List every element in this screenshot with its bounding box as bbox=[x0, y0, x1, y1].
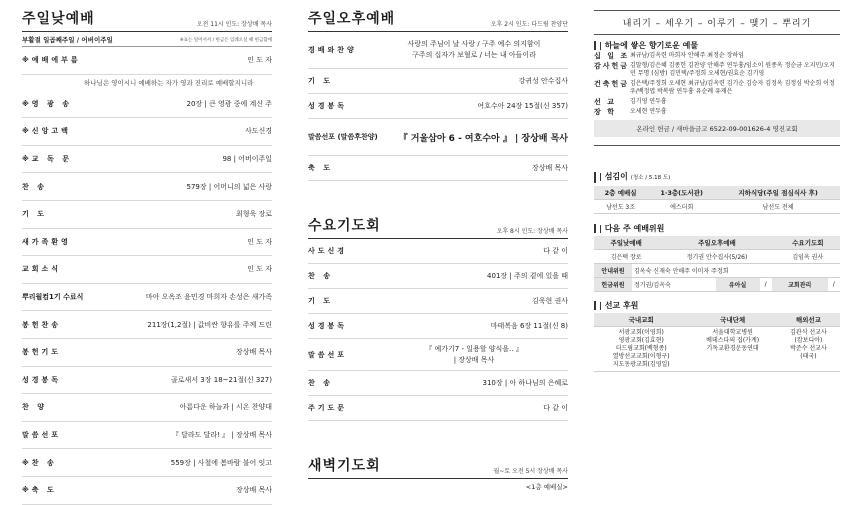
afternoon-row bbox=[308, 119, 568, 156]
wednesday-value: 김욱현 권사 bbox=[531, 297, 568, 305]
wednesday-row bbox=[308, 264, 568, 289]
morning-label: ※영 광 송 bbox=[22, 99, 72, 108]
morning-label: 기 도 bbox=[22, 210, 47, 219]
table-row bbox=[594, 327, 840, 372]
afternoon-row bbox=[308, 94, 568, 119]
wednesday-header bbox=[308, 215, 568, 239]
table-row bbox=[594, 278, 840, 292]
morning-value: 마아 오옥조 윤민경 마희자 손성은 새가족 bbox=[145, 293, 272, 302]
table-row bbox=[594, 200, 840, 214]
offering-names: 김은택/주정희 오세현 최규남/김옥련 김기순 김승자 김정옥 김정심 박순희 이정우/백정엽 박복람 연두흉 유순례 유재은 bbox=[630, 80, 835, 95]
next-head-2: 주일오후예배 bbox=[658, 236, 775, 250]
wednesday-value: 다 같 이 bbox=[543, 404, 568, 412]
morning-value: 최형욱 장로 bbox=[235, 210, 272, 219]
offering-value: 정기권/김옥숙 bbox=[632, 278, 716, 292]
morning-row bbox=[22, 449, 272, 477]
servers-cell-3: 남선도 전체 bbox=[716, 200, 840, 214]
afternoon-label: 축 도 bbox=[308, 164, 333, 172]
morning-label: ※교 독 문 bbox=[22, 155, 72, 164]
mission-table bbox=[594, 313, 840, 372]
morning-value: 인 도 자 bbox=[247, 56, 272, 65]
dawn-title: 새벽기도회 bbox=[308, 458, 381, 474]
morning-label: 봉헌찬송 bbox=[22, 320, 62, 329]
morning-sub-left: 부활절 일곱째주일 / 어버이주일 bbox=[22, 36, 113, 44]
servers-title bbox=[594, 172, 840, 183]
table-row bbox=[594, 313, 840, 327]
morning-row bbox=[22, 118, 272, 146]
offering-names: 김기영 연두흉 bbox=[630, 98, 667, 105]
divider bbox=[594, 145, 840, 146]
mission-domestic-orgs: 서울대학교병원 베데스다의 집(가계) 기독교환경운동연대 bbox=[688, 327, 776, 372]
wednesday-label: 사도신경 bbox=[308, 247, 348, 255]
morning-label: 찬 송 bbox=[22, 182, 47, 191]
wednesday-label: 성경봉독 bbox=[308, 322, 348, 330]
servers-cell-2: 에스더회 bbox=[647, 200, 716, 214]
morning-value: 골로새서 3장 18~21절(신 327) bbox=[171, 375, 272, 384]
offerings-list bbox=[594, 52, 840, 116]
mission-head-3: 해외선교 bbox=[777, 313, 840, 327]
afternoon-value: 여호수아 24장 15절(신 357) bbox=[477, 102, 568, 110]
servers-title-text: | 섬김이 bbox=[599, 172, 628, 181]
offering-row bbox=[594, 62, 840, 78]
morning-row bbox=[22, 311, 272, 339]
offering-names: 김말형/김은혜 김종헌 김찬양 안해주 연두흉/임소이 원종옥 정순금 오지민/오지민 무명 (심방) 김민택/주정희 오세현/권효순 김기영 bbox=[630, 62, 835, 77]
table-row bbox=[594, 250, 840, 264]
morning-subline bbox=[22, 32, 272, 47]
morning-label: 봉헌기도 bbox=[22, 348, 62, 357]
morning-service-column bbox=[0, 0, 282, 495]
afternoon-value: 『 거울삼아 6 - 여호수아 』 | 장상배 목사 bbox=[398, 133, 568, 144]
morning-label: 찬 양 bbox=[22, 403, 47, 412]
afternoon-label: 경배와찬양 bbox=[308, 46, 357, 54]
morning-label: 말씀선포 bbox=[22, 431, 62, 440]
offering-label: 헌금위원 bbox=[594, 278, 632, 292]
morning-value: 211장(1,2절) | 값비싼 향유를 주께 드린 bbox=[147, 320, 272, 329]
morning-value: 사도신경 bbox=[244, 127, 272, 136]
manage-label: 교회관리 bbox=[772, 278, 828, 292]
offering-type: 감사헌금 bbox=[594, 62, 630, 70]
wednesday-row bbox=[308, 314, 568, 339]
morning-value: 20장 | 큰 영광 중에 계신 주 bbox=[186, 99, 272, 108]
wednesday-label: 말씀선포 bbox=[308, 350, 348, 359]
offering-row bbox=[594, 52, 840, 60]
wednesday-row bbox=[308, 239, 568, 264]
afternoon-value: 장상배 목사 bbox=[531, 164, 568, 172]
wednesday-row bbox=[308, 289, 568, 314]
morning-value: 559장 | 사철에 봄바람 불어 잇고 bbox=[170, 458, 272, 467]
morning-row bbox=[22, 91, 272, 119]
next-cell-2: 정기권 안수집사(5/26) bbox=[658, 250, 775, 264]
afternoon-row bbox=[308, 32, 568, 69]
afternoon-title: 주일오후예배 bbox=[308, 11, 396, 27]
wednesday-label: 찬 송 bbox=[308, 379, 333, 387]
next-head-3: 수요기도회 bbox=[776, 236, 840, 250]
offering-type: 선 교 bbox=[594, 98, 616, 106]
morning-value: 98 | 어버이주일 bbox=[222, 155, 272, 164]
afternoon-label: 성경봉독 bbox=[308, 102, 348, 110]
next-week-table bbox=[594, 236, 840, 264]
wednesday-value: 마태복음 6장 11절(신 8) bbox=[490, 322, 568, 330]
next-cell-3: 김임옥 권사 bbox=[776, 250, 840, 264]
offering-names: 최규남/김옥련 마희자 안해주 최정순 장하임 bbox=[630, 52, 744, 59]
morning-title: 주일낮예배 bbox=[22, 11, 95, 27]
morning-label: ※찬 송 bbox=[22, 458, 57, 467]
morning-value: 『 달라도 달라! 』 | 장상배 목사 bbox=[171, 431, 272, 440]
morning-label: ※신앙고백 bbox=[22, 127, 71, 136]
offering-row bbox=[594, 98, 840, 106]
mission-head-1: 국내교회 bbox=[594, 313, 688, 327]
morning-row bbox=[22, 201, 272, 229]
afternoon-label: 기 도 bbox=[308, 77, 333, 85]
infant-label: 유아실 bbox=[716, 278, 760, 292]
mission-head-2: 국내단체 bbox=[688, 313, 776, 327]
morning-value: 장상배 목사 bbox=[235, 486, 272, 495]
wednesday-label: 주기도문 bbox=[308, 404, 348, 412]
afternoon-row bbox=[308, 156, 568, 181]
offerings-title: | 하늘에 쌓은 향기로운 예물 bbox=[594, 41, 840, 50]
morning-label: 성경봉독 bbox=[22, 375, 62, 384]
morning-row bbox=[22, 339, 272, 367]
morning-value: 인 도 자 bbox=[247, 265, 272, 274]
wednesday-title: 수요기도회 bbox=[308, 218, 381, 234]
wednesday-value: 310장 | 아 하나님의 은혜로 bbox=[482, 379, 568, 387]
morning-sub-right: ※표는 일어서서 / 헌금은 입례오실 때 헌금함에 bbox=[179, 37, 272, 43]
table-row bbox=[594, 236, 840, 250]
next-week-extra-table bbox=[594, 264, 840, 292]
morning-row bbox=[22, 477, 272, 505]
servers-head-3: 지하식당(주일 점심식사 후) bbox=[716, 186, 840, 200]
servers-cell-1: 남선도 3조 bbox=[594, 200, 647, 214]
afternoon-header bbox=[308, 8, 568, 32]
morning-row bbox=[22, 367, 272, 395]
morning-value: 인 도 자 bbox=[247, 237, 272, 246]
morning-row bbox=[22, 173, 272, 201]
morning-row bbox=[22, 47, 272, 75]
online-offering-account: 온라인 헌금 / 새마을금고 6522-09-001626-4 영진교회 bbox=[594, 120, 840, 137]
offering-names: 오세현 연두흉 bbox=[630, 108, 667, 115]
offering-row bbox=[594, 108, 840, 116]
table-row bbox=[594, 186, 840, 200]
middle-column bbox=[298, 0, 574, 491]
wednesday-label: 기 도 bbox=[308, 297, 333, 305]
afternoon-value: 강귀성 안수집사 bbox=[518, 77, 568, 85]
wednesday-value: 401장 | 주의 곁에 있을 때 bbox=[487, 272, 568, 280]
wednesday-row bbox=[308, 396, 568, 421]
morning-label: 새가족환영 bbox=[22, 237, 71, 246]
infant-value: / bbox=[760, 278, 772, 292]
wednesday-value: 다 같 이 bbox=[543, 247, 568, 255]
wednesday-meta: 오후 8시 인도: 장상배 목사 bbox=[496, 228, 568, 235]
guide-value: 김옥숙 신재숙 안해주 이미자 주정희 bbox=[632, 264, 840, 278]
servers-head-2: 1·3층(도서관) bbox=[647, 186, 716, 200]
table-row bbox=[594, 264, 840, 278]
afternoon-label: 말씀선포 (말씀후찬양) bbox=[308, 132, 378, 141]
next-head-1: 주일낮예배 bbox=[594, 236, 658, 250]
morning-note: 하나님은 영이시니 예배하는 자가 영과 진리로 예배할지니라 bbox=[84, 79, 254, 88]
offering-type: 십 일 조 bbox=[594, 52, 630, 60]
morning-row bbox=[22, 229, 272, 257]
morning-row bbox=[22, 284, 272, 312]
next-week-title: | 다음 주 예배위원 bbox=[594, 224, 840, 233]
afternoon-order-list bbox=[308, 32, 568, 181]
afternoon-meta: 오후 2시 인도: 다드림 찬양단 bbox=[490, 21, 568, 28]
motto-banner: 내리기 – 세우기 – 이루기 – 맺기 – 뿌리기 bbox=[594, 10, 840, 35]
offering-row bbox=[594, 80, 840, 96]
morning-label: ※예배에부름 bbox=[22, 56, 81, 65]
info-column bbox=[590, 0, 860, 481]
morning-label: ※축 도 bbox=[22, 486, 57, 495]
offering-type: 건축헌금 bbox=[594, 80, 630, 88]
morning-header bbox=[22, 8, 272, 32]
servers-head-1: 2층 예배실 bbox=[594, 186, 647, 200]
morning-value: 아름다운 하늘과 | 시온 찬양대 bbox=[179, 403, 272, 412]
next-cell-1: 김은택 장로 bbox=[594, 250, 658, 264]
morning-value: 장상배 목사 bbox=[235, 348, 272, 357]
morning-label: 뿌리월컴1기 수료식 bbox=[22, 292, 84, 301]
dawn-location: <1층 예배실> bbox=[525, 483, 568, 491]
guide-label: 안내위원 bbox=[594, 264, 632, 278]
morning-row bbox=[22, 422, 272, 450]
morning-label: 교회소식 bbox=[22, 265, 62, 274]
morning-row bbox=[22, 394, 272, 422]
offering-type: 장 학 bbox=[594, 108, 616, 116]
servers-table bbox=[594, 186, 840, 214]
mission-overseas: 김관식 선교사 (캄보디아) 박준수 선교사 (태국) bbox=[777, 327, 840, 372]
wednesday-row bbox=[308, 339, 568, 371]
morning-order-list bbox=[22, 47, 272, 505]
dawn-meta: 월~토 오전 5시 장상배 목사 bbox=[493, 468, 568, 475]
morning-value: 579장 | 어머니의 넓은 사랑 bbox=[186, 182, 272, 191]
manage-value: / bbox=[828, 278, 840, 292]
wednesday-order-list bbox=[308, 239, 568, 421]
morning-meta: 오전 11시 인도: 장상배 목사 bbox=[196, 21, 272, 28]
mission-title: | 선교 후원 bbox=[594, 301, 840, 310]
morning-row bbox=[22, 146, 272, 174]
wednesday-label: 찬 송 bbox=[308, 272, 333, 280]
dawn-header bbox=[308, 455, 568, 479]
wednesday-row bbox=[308, 371, 568, 396]
afternoon-value: 사랑의 주님이 날 사랑 / 구주 예수 의지함이 구주의 십자가 보혈로 / 너는 내 아들이라 bbox=[407, 40, 541, 59]
wednesday-value: 『 예가기7 - 일용할 양식을.. 』 | 장상배 목사 bbox=[425, 344, 523, 364]
servers-note: (청소 / 5.18 도) bbox=[630, 175, 671, 181]
morning-row bbox=[22, 256, 272, 284]
afternoon-row bbox=[308, 69, 568, 94]
mission-domestic-churches: 서광교회(이영희) 영광교회(김효현) 더드림교회(백형종) 열방선교교회(이형구) 지도동광교회(김영일) bbox=[594, 327, 688, 372]
